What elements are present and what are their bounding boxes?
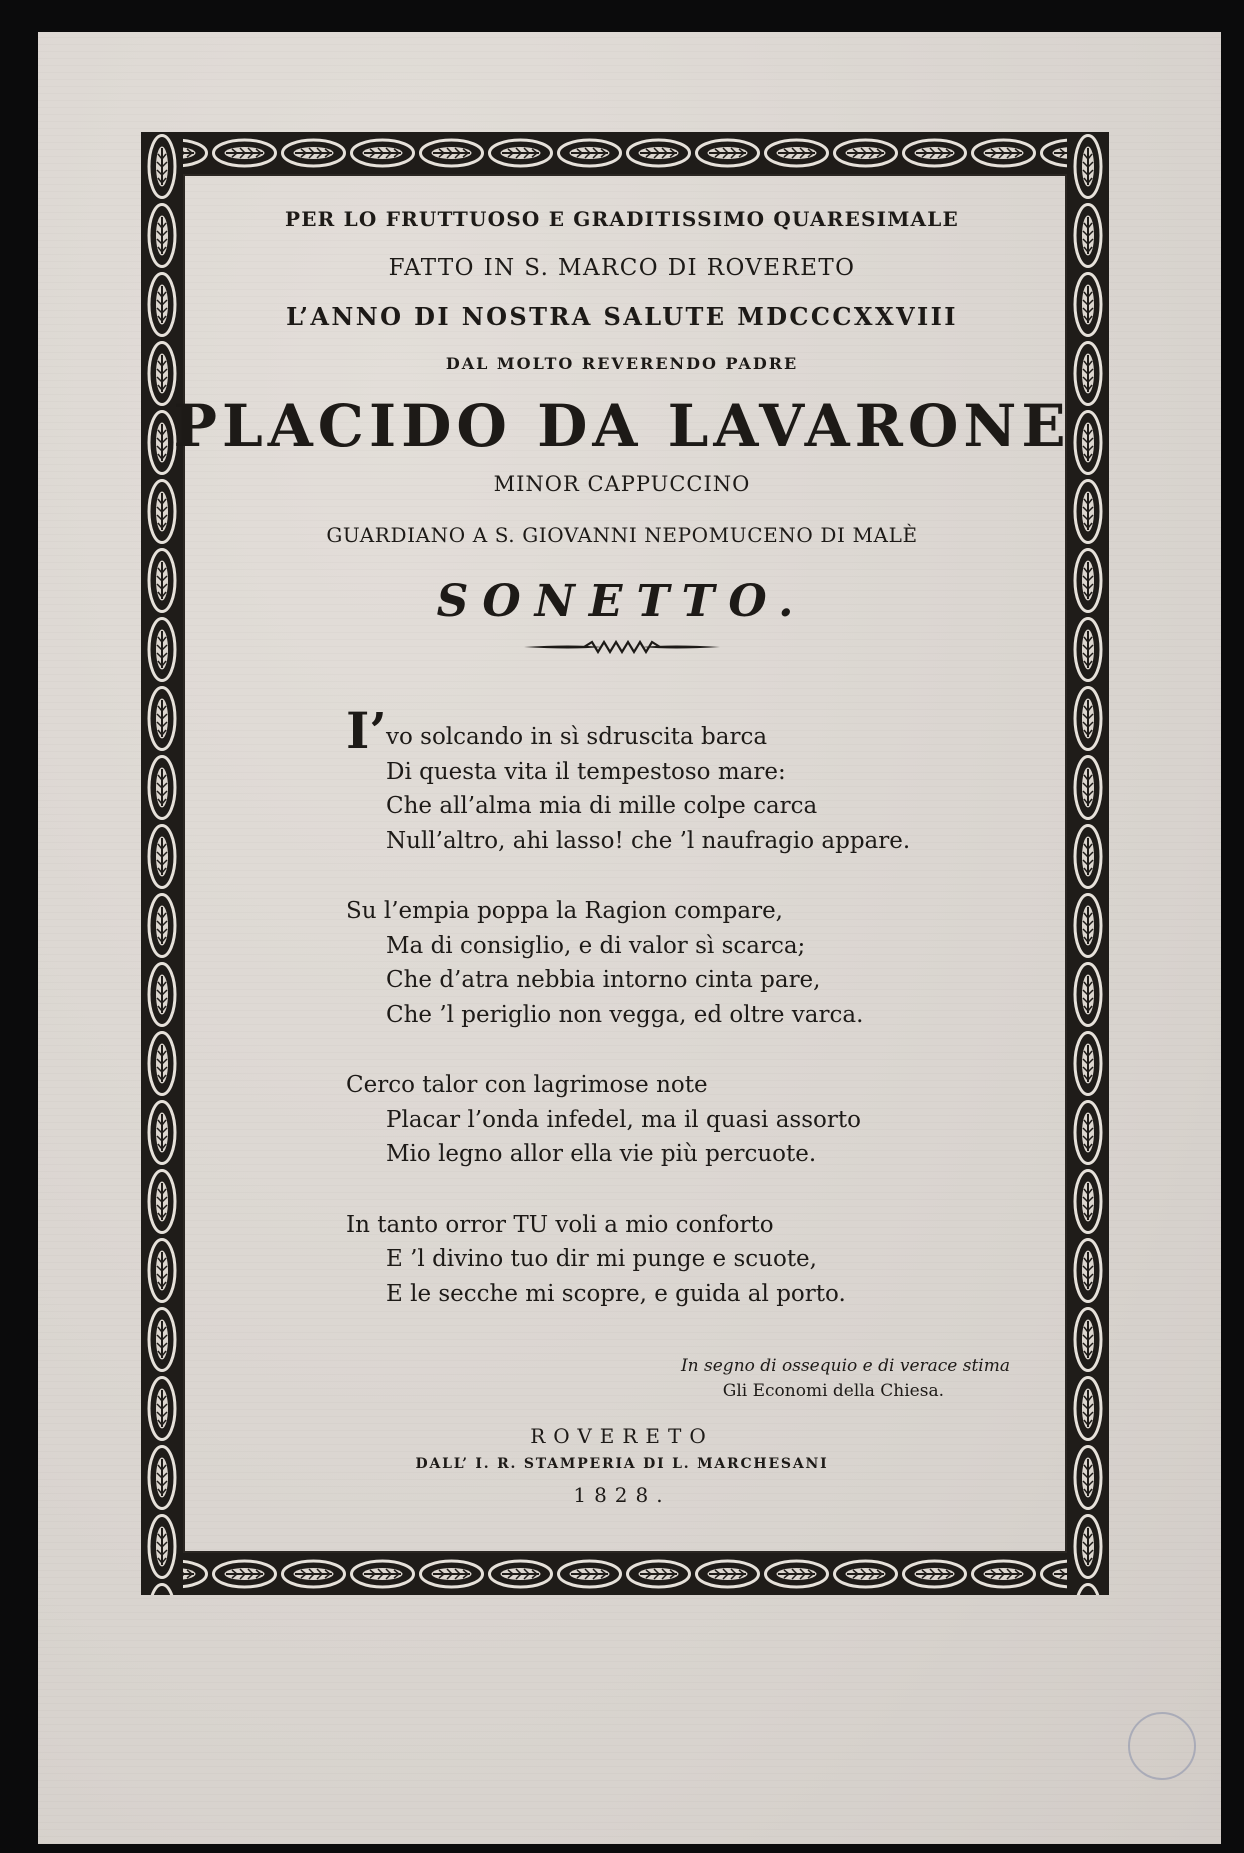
preacher-name: PLACIDO DA LAVARONE — [173, 392, 1071, 460]
verse-line: Che ’l periglio non vegga, ed oltre varca. — [386, 1001, 864, 1028]
verse-line: Su l’empia poppa la Ragion compare, — [346, 898, 783, 924]
ornamental-border-bottom — [141, 1553, 1109, 1595]
verse-line: Cerco talor con lagrimose note — [346, 1072, 708, 1098]
stanza-2 — [346, 894, 910, 1032]
sonnet-body — [346, 701, 911, 1347]
header-line-4: DAL MOLTO REVERENDO PADRE — [445, 354, 799, 373]
verse-line: Mio legno allor ella vie più percuote. — [386, 1141, 817, 1167]
verse-line: Che all’alma mia di mille colpe carca — [386, 793, 818, 819]
ornamental-border-left — [141, 132, 183, 1595]
library-stamp-icon — [1128, 1712, 1196, 1780]
header-line-3: L’ANNO DI NOSTRA SALUTE MDCCCXXVIII — [286, 302, 958, 331]
imprint-year: 1828. — [573, 1483, 671, 1507]
stanza-3 — [346, 1068, 910, 1172]
ornament-rule-icon — [522, 637, 722, 657]
verse-line: Di questa vita il tempestoso mare: — [386, 758, 786, 785]
verse-line: Null’altro, ahi lasso! che ’l naufragio appare. — [386, 827, 911, 854]
imprint-city: ROVERETO — [530, 1424, 714, 1448]
ornamental-border-top — [141, 132, 1109, 174]
signers-line: Gli Economi della Chiesa. — [722, 1381, 944, 1401]
role-title: GUARDIANO A S. GIOVANNI NEPOMUCENO DI MALÈ — [326, 523, 918, 547]
verse-line: Ma di consiglio, e di valor sì scarca; — [386, 932, 806, 959]
verse-line: E ’l divino tuo dir mi punge e scuote, — [386, 1246, 817, 1272]
drop-cap: I’ — [346, 701, 387, 760]
header-line-1: PER LO FRUTTUOSO E GRADITISSIMO QUARESIMALE — [284, 207, 959, 231]
stanza-4 — [346, 1208, 910, 1312]
verse-line: Che d’atra nebbia intorno cinta pare, — [386, 967, 821, 993]
imprint-printer: DALL’ I. R. STAMPERIA DI L. MARCHESANI — [415, 1456, 829, 1472]
genre-title: SONETTO. — [436, 576, 808, 627]
ornamental-border-right — [1067, 132, 1109, 1595]
order-title: MINOR CAPPUCCINO — [493, 472, 751, 496]
verse-line: In tanto orror TU voli a mio conforto — [346, 1211, 774, 1238]
verse-line: I’ vo solcando in sì sdruscita barca — [346, 701, 768, 760]
verse-line: Placar l’onda infedel, ma il quasi assorto — [386, 1106, 861, 1133]
header-line-2: FATTO IN S. MARCO DI ROVERETO — [388, 255, 856, 281]
verse-line: E le secche mi scopre, e guida al porto. — [386, 1280, 846, 1307]
dedication-line: In segno di ossequio e di verace stima — [680, 1356, 1010, 1376]
stanza-1 — [346, 701, 911, 858]
